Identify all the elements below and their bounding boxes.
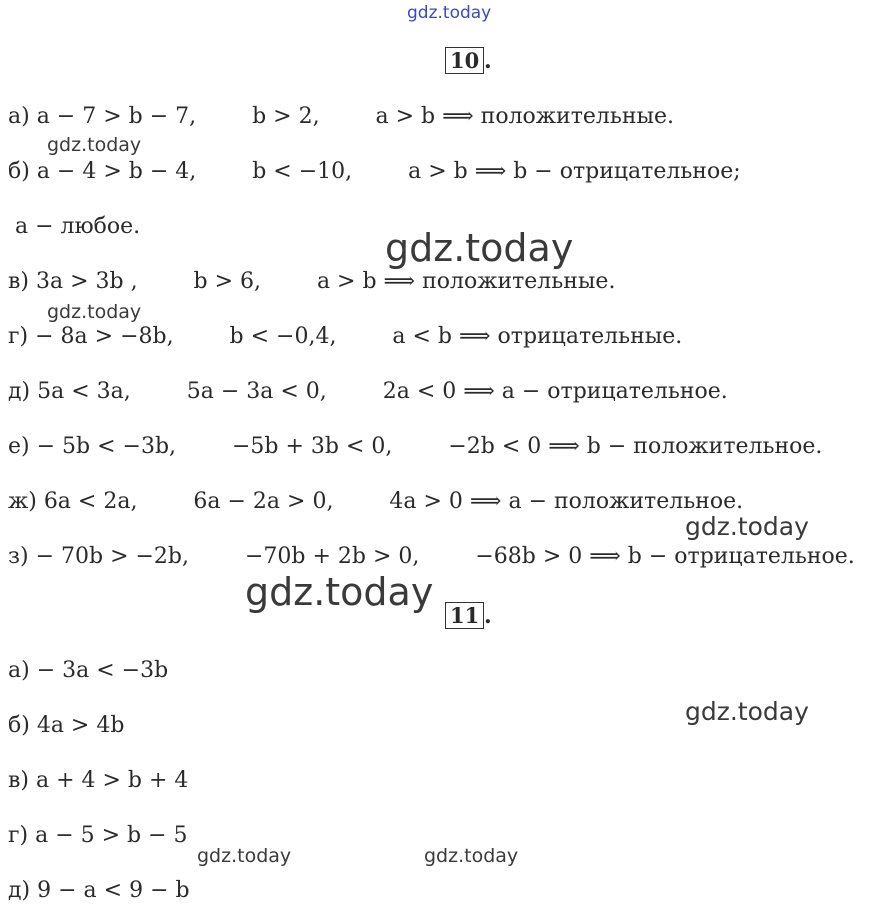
- task10-line-v: в) 3a > 3b , b > 6, a > b ⟹ положительные.: [8, 269, 616, 294]
- task-number-10-dot: .: [484, 48, 492, 74]
- task10-line-g: г) − 8a > −8b, b < −0,4, a < b ⟹ отрицательные.: [8, 324, 683, 349]
- task-number-10: [445, 47, 484, 74]
- task-number-11-dot: .: [484, 603, 492, 629]
- task10-line-b-cont: a − любое.: [8, 214, 141, 239]
- watermark: gdz.today: [685, 697, 809, 726]
- watermark: gdz.today: [407, 3, 492, 23]
- task-number-11-text: 11: [450, 603, 480, 628]
- task11-line-g: г) a − 5 > b − 5: [8, 823, 188, 848]
- watermark: gdz.today: [685, 512, 809, 541]
- task11-line-b: б) 4a > 4b: [8, 713, 125, 738]
- task11-line-v: в) a + 4 > b + 4: [8, 768, 189, 793]
- task10-line-e: е) − 5b < −3b, −5b + 3b < 0, −2b < 0 ⟹ b − положительное.: [8, 434, 823, 459]
- task10-line-a: а) a − 7 > b − 7, b > 2, a > b ⟹ положительные.: [8, 104, 675, 129]
- watermark: gdz.today: [197, 845, 292, 867]
- watermark: gdz.today: [47, 134, 142, 156]
- watermark: gdz.today: [385, 226, 574, 270]
- watermark: gdz.today: [424, 845, 519, 867]
- watermark: gdz.today: [47, 301, 142, 323]
- task10-line-d: д) 5a < 3a, 5a − 3a < 0, 2a < 0 ⟹ a − отрицательное.: [8, 379, 728, 404]
- watermark: gdz.today: [245, 570, 434, 614]
- task-number-11: [445, 602, 484, 629]
- task10-line-zh: ж) 6a < 2a, 6a − 2a > 0, 4a > 0 ⟹ a − положительное.: [8, 489, 744, 514]
- task10-line-z: з) − 70b > −2b, −70b + 2b > 0, −68b > 0 ⟹ b − отрицательное.: [8, 544, 855, 569]
- task-number-10-text: 10: [450, 48, 480, 73]
- task11-line-a: а) − 3a < −3b: [8, 658, 169, 683]
- task11-line-d: д) 9 − a < 9 − b: [8, 878, 190, 903]
- task10-line-b: б) a − 4 > b − 4, b < −10, a > b ⟹ b − отрицательное;: [8, 159, 741, 184]
